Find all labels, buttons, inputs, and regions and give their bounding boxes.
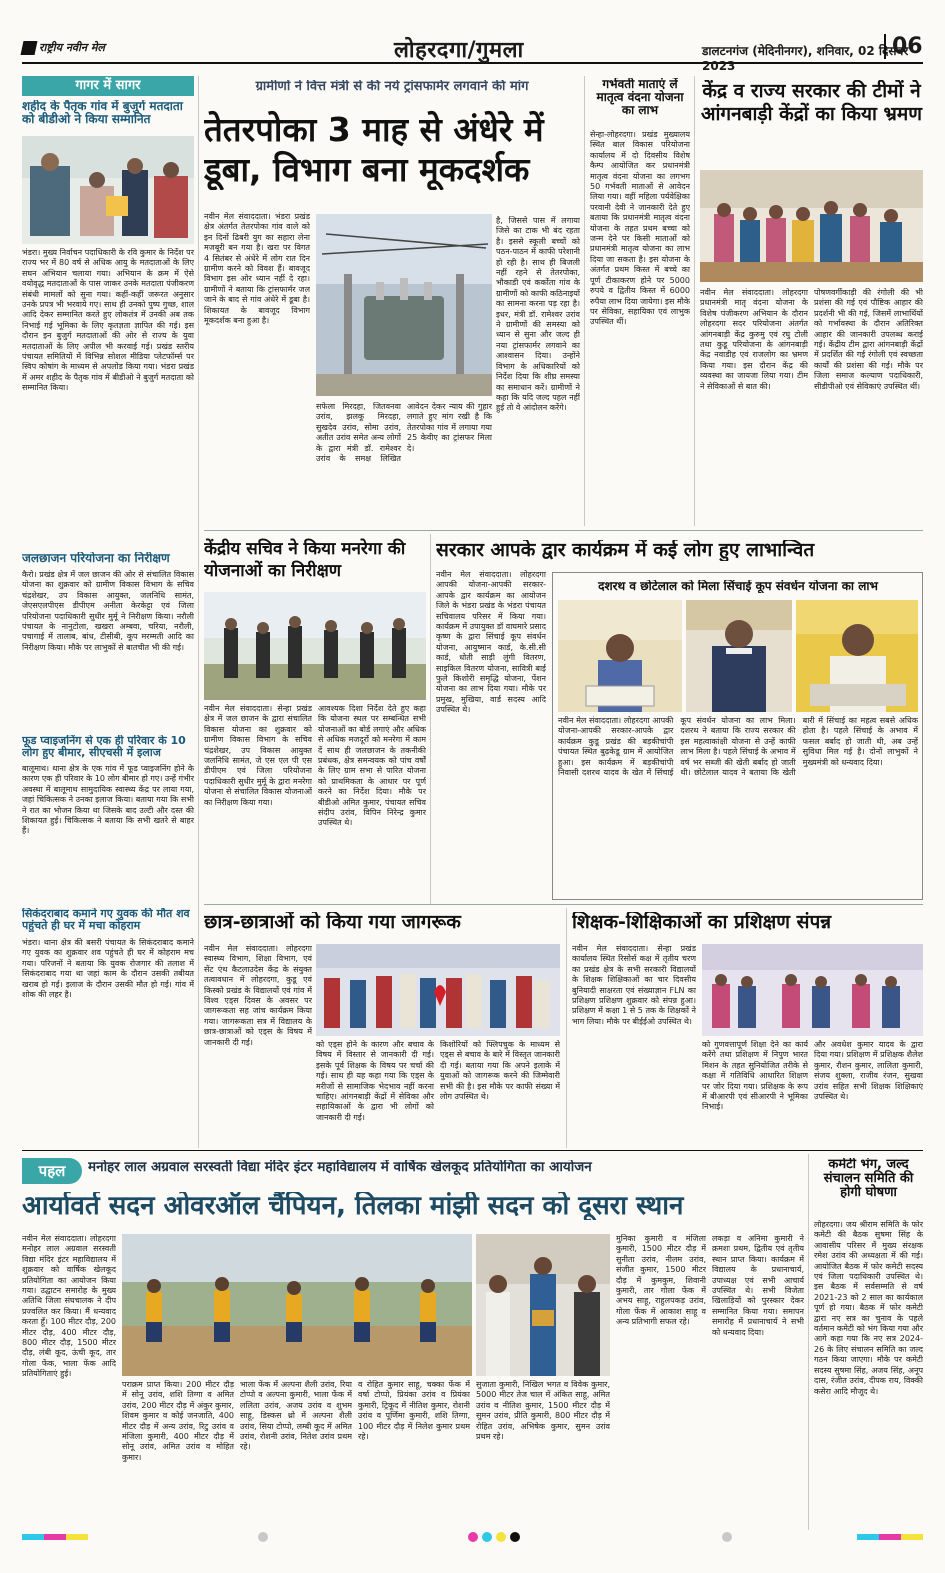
column-divider bbox=[430, 534, 431, 904]
story-body: नवीन मेल संवाददाता। सेन्हा प्रखंड क्षेत्र में जल छाजन के द्वारा संचालित विकास योजना का शुक्रवार को ग्रामीण विकास विभाग के सचिव चंद्रशेखर, उप विकास आयुक्त जलनिधि सामंत, जे एस एल पी एस डीपीएम एवं जिला परियोजना पदाधिकारी सुधीर मुर्मू के द्वारा मनरेगा योजना से संचालित विकास योजनाओं का निरीक्षण किया गया। bbox=[204, 704, 312, 807]
story-headline: फूड प्वाइजनिंग से एक ही परिवार के 10 लोग हुए बीमार, सीएचसी में इलाज bbox=[22, 735, 186, 759]
story-headline: जलछाजन परियोजना का निरीक्षण bbox=[22, 552, 170, 565]
story-body: लोहरदगा। जय श्रीराम समिति के फोर कमेटी की बैठक सुषमा सिंह के आवासीय परिसर में मुख्य संरक्षक रमेश उरांव की अध्यक्षता में की गई। आयोजित बैठक में फोर कमेटी सदस्य एवं जिला पदाधिकारी उपस्थित थे। इस बैठक में सर्वसम्मति से वर्ष 2021-23 को 2 साल का कार्यकाल पूर्ण हो गया। बैठक में फोर कमेटी द्वारा नए सत्र का चुनाव के पहले वर्तमान कमेटी को भंग किया गया और आगे कहा गया कि नए सत्र 2024-26 के लिए संचालन समिति का जल्द गठन किया जाएगा। मौके पर कमेटी सदस्य सुषमा सिंह, अजय सिंह, अनूप दास, रंजीत उरांव, दीपक राय, विक्की कसेरा आदि मौजूद थे। bbox=[814, 1220, 923, 1396]
column-divider bbox=[808, 1154, 809, 1530]
page-header bbox=[22, 34, 923, 73]
masthead-logo-icon bbox=[21, 41, 38, 55]
page-number: 06 bbox=[884, 34, 923, 59]
story-body: व रोहित कुमार साहू, चक्का फेंक में वर्षा टोप्पो, प्रियंका उरांव व प्रियंका कुमारी, ट्रिकूद में नीतिश कुमार, रोशनी उरांव व पूर्णिमा कुमारी, शशि तिग्गा, 100 मीटर दौड़ में निलेश कुमार प्रथम रहे। bbox=[358, 1380, 470, 1442]
story-body: लकड़ा व अनिमा कुमारी ने क्रमशः प्रथम, द्वितीय एवं तृतीय स्थान प्राप्त किया। कार्यक्रम में विद्यालय के प्रधानाचार्य, उपाध्यक्ष एवं सभी आचार्य उपस्थित थे। सभी विजेता खिलाड़ियों को पुरस्कार देकर सम्मानित किया गया। समापन समारोह में प्रधानाचार्य ने सभी को धन्यवाद दिया। bbox=[712, 1234, 804, 1337]
photo-chhotelal bbox=[796, 600, 918, 712]
lead-kicker: ग्रामीणों ने वित्त मंत्री से की नये ट्रांसफार्मर लगवाने की मांग bbox=[255, 80, 529, 94]
registration-dot bbox=[722, 1532, 732, 1542]
dateline: डालटनगंज (मेदिनीनगर), शनिवार, 02 दिसंबर 2023 bbox=[702, 44, 909, 73]
story-headline: छात्र-छात्राओं को किया गया जागरूक bbox=[204, 912, 461, 933]
photo-transformer bbox=[316, 214, 492, 396]
story-body: आवश्यक दिशा निर्देश देते हुए कहा कि योजना स्थल पर सम्बन्धित सभी योजनाओं का बोर्ड लगाएं और अधिक से अधिक मजदूरों को मनरेगा में काम दें साथ ही जलछाजन के तकनीकी प्रबंधक, क्षेत्र समन्वयक को पांच वर्षों के लिए ग्राम सभा से पारित योजना को प्राथमिकता के आधार पर पूर्ण करने का निर्देश दिया। मौके पर बीडीओ अमित कुमार, पंचायत सचिव संदीप उरांव, विपिन निरेन्द्र कुमार उपस्थित थे। bbox=[318, 704, 426, 828]
story-body: भंडरा। थाना क्षेत्र की बसरी पंचायत के सिकंदराबाद कमाने गए युवक का शुक्रवार शव पहुंचते ही घर में कोहराम मच गया। परिजनों ने बताया कि युवक रोजगार की तलाश में सिकंदराबाद गया था जहां काम के दौरान उसकी तबीयत खराब हो गई। इलाज के दौरान उसकी मौत हो गई। गांव में शोक की लहर है। bbox=[22, 938, 194, 1000]
story-headline: सरकार आपके द्वार कार्यक्रम में कई लोग हुए लाभान्वित bbox=[436, 540, 815, 561]
cyan-bar bbox=[22, 1534, 44, 1540]
story-body: नवीन मेल संवाददाता। लोहरदगा मनोहर लाल अग्रवाल सरस्वती विद्या मंदिर इंटर महाविद्यालय में शुक्रवार को वार्षिक खेलकूद प्रतियोगिता का आयोजन किया गया। उद्घाटन समारोह के मुख्य अतिथि जिला संघचालक ने दीप प्रज्वलित कर किया। मैं धन्यवाद करता हूँ। 100 मीटर दौड़, 200 मीटर दौड़, 400 मीटर दौड़, 800 मीटर दौड़, 1500 मीटर दौड़, लंबी कूद, ऊंची कूद, तार गोला फेंक, भाला फेंक आदि प्रतियोगिताएं हुई। bbox=[22, 1234, 116, 1379]
section-rule bbox=[22, 1150, 923, 1151]
photo-officer bbox=[686, 600, 792, 712]
story-body: सेन्हा-लोहरदगा। प्रखंड मुख्यालय स्थित बाल विकास परियोजना कार्यालय में दो दिवसीय विशेष कैम्प आयोजित कर प्रधानमंत्री मातृत्व वंदना योजना का लगभग 50 गर्भवती माताओं से आवेदन लिया गया। वहीं महिला पर्यवेक्षिका परवानी देवी ने जानकारी देते हुए बताया कि प्रधानमंत्री मातृत्व वंदना योजना के तहत प्रथम बच्चा को जन्म देने पर किसी माताओं को प्रधानमंत्री मातृत्व योजना का लाभ दिया जा सकता है। इस योजना के अंतर्गत प्रथम किस्त में बच्चे का पूर्ण टीकाकरण होने पर 5000 रुपये व द्वितीय किस्त में 6000 रुपैया लाभ दिया जायेगा। इस मौके पर सेविका, सहायिका एवं लाभुक उपस्थित थीं। bbox=[590, 130, 690, 327]
column-divider bbox=[584, 76, 585, 526]
photo-race bbox=[122, 1234, 472, 1376]
registration-dot bbox=[496, 1532, 506, 1542]
cyan-bar bbox=[857, 1534, 879, 1540]
story-body: नवीन मेल संवाददाता। सेन्हा प्रखंड कार्यालय स्थित रिसोर्स कक्ष में तृतीय चरण का प्रखंड क्षेत्र के सभी सरकारी विद्यालयों के शिक्षक शिक्षिकाओं का चार दिवसीय बुनियादी साक्षरता एवं संख्याज्ञान FLN का प्रशिक्षण प्रशिक्षण शुक्रवार को संपन्न हुआ। प्रशिक्षण में कक्षा 1 से 5 तक के शिक्षकों ने भाग लिया। मौके पर बीईईओ उपस्थित थे। bbox=[572, 944, 696, 1026]
story-body: को एड्स होने के कारण और बचाव के विषय में विस्तार से जानकारी दी गई। इसके पूर्व शिक्षक के विषय पर चर्चा की गई। साथ ही यह कहा गया कि एड्स के मरीजों से सामाजिक भेदभाव नहीं करना चाहिए। आंगनबाड़ी केंद्रों में सेविका और सहायिकाओं के द्वारा भी लोगों को जानकारी दी गई। bbox=[316, 1040, 434, 1122]
print-registration-strip bbox=[22, 1532, 923, 1542]
story-body: नवीन मेल संवाददाता। लोहरदगा आपकी योजना-आपकी सरकार-आपके द्वार कार्यक्रम कुडू प्रखंड की बड़कीचांपी पंचायत स्थित बुढ़केडू ग्राम में आयोजित हुआ। इस कार्यक्रम में बड़कीचांपी निवासी दशरथ यादव के खेत में सिंचाई कूप संवर्धन योजना का लाभ मिला। दशरथ ने बताया कि राज्य सरकार की इस महत्वाकांक्षी योजना से उन्हें काफी लाभ मिला है। पहले सिंचाई के अभाव में वर्ष भर सब्जी की खेती बर्बाद हो जाती थी। छोटेलाल यादव ने बताया कि खेती बारी में सिंचाई का महत्व सबसे अधिक होता है। पहले सिंचाई के अभाव में फसल बर्बाद हो जाती थी, अब उन्हें सुविधा मिल गई है। दोनों लाभुकों ने मुख्यमंत्री को धन्यवाद दिया। bbox=[558, 716, 918, 778]
lead-body-col2: सफेला मिरदहा, जितवनवा उरांव, झलकू मिरदहा, सुखदेव उरांव, सोमा उरांव, अतीत उरांव समेत अन्य लोगों के द्वारा मंत्री डॉ. रामेश्वर उरांव के समक्ष लिखित आवेदन देकर न्याय की गुहार लगाते हुए मांग रखी है कि तेतरपोका गांव में लगाया गया 25 केवीए का ट्रांसफर मिला दे। bbox=[316, 402, 492, 464]
story-body: भंडरा। मुख्य निर्वाचन पदाधिकारी के रवि कुमार के निर्देश पर राज्य भर में 80 वर्ष से अधिक आयु के मतदाताओं के लिए सघन अभियान चलाया गया। अभियान के क्रम में ऐसे वयोवृद्ध मतदाताओं के पास जाकर उनके मतदाता पंजीकरण संबंधी मामलों को सुना गया। कहीं-कहीं जरूरत अनुसार उनके प्रपत्र भी भरवाये गए। साथ ही उनको पुष्प गुच्छ, शाल आदि देकर सम्मानित करते हुए लोकतंत्र में उनकी अब तक निभाई गई भूमिका के लिए कृतज्ञता ज्ञापित की गई। इस दौरान इन बुजुर्ग मतदाताओं की ओर से राज्य के युवा मतदाताओं के लिए अपील भी करवाई गई। प्रखंड स्तरीय पंचायत समितियों में विभिन्न सोशल मीडिया प्लेटफॉर्म्स पर स्विप कोषांग के माध्यम से अपलोड किया गया। भंडरा प्रखंड में अमर शहीद के पैतृक गांव में बीडीओ ने बुजुर्ग मतदाता को सम्मानित किया। bbox=[22, 248, 194, 393]
story-body: को गुणवत्तापूर्ण शिक्षा देने का कार्य करेंगे तथा प्रशिक्षण में निपुण भारत मिशन के तहत सुनियोजित तरीके से कक्षा में गतिविधि आधारित शिक्षण पर जोर दिया गया। प्रशिक्षक के रूप में बीआरपी एवं सीआरपी ने भूमिका निभाई। bbox=[702, 1040, 808, 1112]
column-divider bbox=[694, 76, 695, 526]
photo-aids-awareness bbox=[316, 944, 560, 1036]
story-headline: दशरथ व छोटेलाल को मिला सिंचाई कूप संवर्धन योजना का लाभ bbox=[598, 580, 878, 593]
story-body: मुनिका कुमारी व मंजिला कुमारी, 1500 मीटर दौड़ में सुनीता उरांव, नीलम उरांव, संजीत कुमार, 1500 मीटर दौड़ में कुमकुम, शिवानी कुमारी, तार गोला फेंक में अभय साहू, राहुलपकड़ उरांव, गोला फेंक में आकाश साहू व अन्य प्रतिभागी सफल रहे। bbox=[616, 1234, 706, 1327]
story-body: भाला फेंक में अल्पना शैली उरांव, रिया टोप्पो व अल्पना कुमारी, भाला फेंक में ललिता उरांव, अजय उरांव व शुभम साहू, डिस्कस थ्रो में अल्पना शैली उरांव, सिया टोप्पो, लम्बी कूद में अमित उरांव, रोशनी उरांव, नितेश उरांव प्रथम रहे। bbox=[240, 1380, 352, 1452]
column-divider bbox=[566, 908, 567, 1148]
photo-manrega bbox=[204, 592, 426, 700]
event-kicker: मनोहर लाल अग्रवाल सरस्वती विद्या मंदिर इंटर महाविद्यालय में वार्षिक खेलकूद प्रतियोगिता का आयोजन bbox=[88, 1160, 592, 1175]
story-body: बालूमाथ। थाना क्षेत्र के एक गांव में फूड प्वाइजनिंग होने के कारण एक ही परिवार के 10 लोग बीमार हो गए। उन्हें गंभीर अवस्था में बालूमाथ सामुदायिक स्वास्थ्य केंद्र पर लाया गया, जहां चिकित्सक ने उनका इलाज किया। बताया गया कि सभी ने रात का भोजन किया था जिसके बाद उल्टी और दस्त की शिकायत हुई। चिकित्सक ने बताया कि सभी खतरे से बाहर हैं। bbox=[22, 764, 194, 836]
story-headline: शिक्षक-शिक्षिकाओं का प्रशिक्षण संपन्न bbox=[572, 912, 832, 933]
photo-aanganbadi bbox=[700, 170, 923, 282]
column-divider bbox=[198, 76, 199, 1148]
story-headline: कमेटी भंग, जल्द संचालन समिति की होगी घोषणा bbox=[823, 1158, 914, 1201]
lead-body-col1: नवीन मेल संवाददाता। भंडरा प्रखंड क्षेत्र अंतर्गत तेतरपोका गांव वाले को इन दिनों ढिबरी युग का सहारा लेना मजबूरी बन गया है। खरा पर विगत 4 सितंबर से अंधेरे में लोग रात दिन ग्रामीण करने को विवश हैं। बावजूद विभाग इस ओर ध्यान नहीं दे रहा। ग्रामीणों ने बताया कि ट्रांसफार्मर जल जाने के बाद से गांव अंधेरे में डूबा है। शिकायत के बावजूद विभाग मूकदर्शक बना हुआ है। bbox=[204, 212, 310, 326]
registration-dot bbox=[482, 1532, 492, 1542]
magenta-bar bbox=[44, 1534, 66, 1540]
lead-headline: तेतरपोका 3 माह से अंधेरे में डूबा, विभाग बना मूकदर्शक bbox=[204, 110, 544, 189]
yellow-bar bbox=[901, 1534, 923, 1540]
story-headline: शहीद के पैतृक गांव में बुजुर्ग मतदाता को बीडीओ ने किया सम्मानित bbox=[22, 100, 183, 126]
story-body: किशोरियों को फ्लिपचुक के माध्यम से एड्स से बचाव के बारे में विस्तृत जानकारी दी गई। बताया गया कि अपने इलाके में युवाओं को जागरूक करने की जिम्मेवारी सभी की है। इस मौके पर काफी संख्या में लोग उपस्थित थे। bbox=[440, 1040, 560, 1102]
registration-dot bbox=[468, 1532, 478, 1542]
registration-dot bbox=[258, 1532, 268, 1542]
story-headline: केंद्र व राज्य सरकार की टीमों ने आंगनबाड़ी केंद्रों का किया भ्रमण bbox=[700, 80, 922, 125]
photo-voter-honour bbox=[22, 136, 194, 244]
registration-dot bbox=[510, 1532, 520, 1542]
lead-body-col3: है, जिससे पास में लगाया जिसे का टाक भी बंद रहता है। इससे स्कूली बच्चों को पठन-पाठन में काफी परेशानी हो रही है। साथ ही बिजली नहीं रहने से तेतरपोका, भौकाडी एवं कर्कोता गांव के ग्रामीणों को काफी कठिनाइयों का सामना करना पड़ रहा है। इधर, मंत्री डॉ. रामेश्वर उरांव ने ग्रामीणों की समस्या को ध्यान से सुना और जल्द ही नया ट्रांसफार्मर लगवाने का आश्वासन दिया। उन्होंने विभाग के अधिकारियों को निर्देश दिया कि शीघ्र समस्या का समाधान करें। ग्रामीणों ने कहा कि यदि जल्द पहल नहीं हुई तो वे आंदोलन करेंगे। bbox=[496, 216, 580, 413]
story-body: पराक्रम प्राप्त किया। 200 मीटर दौड़ में सोनू उरांव, शशि तिग्गा व अमित उरांव, 200 मीटर दौड़ में अंकुर कुमार, शिवम कुमार व कोई जनजाति, 400 मीटर दौड़ में अन्य उरांव, रिटु उरांव व मंजिला कुमारी, 400 मीटर दौड़ में सोनू उरांव, अमित उरांव व मोहित कुमार। bbox=[122, 1380, 234, 1462]
story-body: पोषणवर्गीकाड़ी की रंगोली की भी प्रशंसा की गई एवं पौष्टिक आहार की प्रदर्शनी भी की गई, जिसमें लाभार्थियों को गर्भावस्था के दौरान अतिरिक्त आहार की जानकारी उपलब्ध कराई गई। केंद्रीय टीम द्वारा आंगनबाड़ी केंद्रों में प्रदर्शित की गई रंगोली एवं स्वच्छता कार्यों की प्रशंसा की गई। मौके पर जिला समाज कल्याण पदाधिकारी, सीडीपीओ एवं सेविकाएं उपस्थित थीं। bbox=[814, 288, 923, 391]
section-rule bbox=[204, 530, 923, 531]
section-rule bbox=[204, 904, 923, 905]
magenta-bar bbox=[879, 1534, 901, 1540]
story-body: नवीन मेल संवाददाता। लोहरदगा प्रधानमंत्री मातृ वंदना योजना के विशेष पंजीकरण अभियान के दौरान लोहरदगा सदर परियोजना अंतर्गत आंगनबाड़ी केंद्र कुरुमु एवं रघु टोली तथा कुडू परियोजना के आंगनबाड़ी केंद्र नवाडीह एवं राजलोग का भ्रमण किया गया। इस दौरान केंद्र की व्यवस्था का जायजा लिया गया। टीम ने सेविकाओं से बात की। bbox=[700, 288, 808, 391]
column-tag: गागर में सागर bbox=[22, 76, 194, 96]
story-body: नवीन मेल संवाददाता। लोहरदगा आपकी योजना-आपकी सरकार-आपके द्वार कार्यक्रम का आयोजन जिले के भंडरा प्रखंड के भंडरा पंचायत सचिवालय परिसर में किया गया। कार्यक्रम में उपायुक्त डॉ वाघमारे प्रसाद कृष्ण के द्वारा सिंचाई कूप संवर्धन योजना, आयुष्मान कार्ड, के.सी.सी कार्ड, धोती साड़ी लुंगी वितरण, साइकिल वितरण योजना, सावित्री बाई फुले किशोरी समृद्धि योजना, पेंशन योजना का लाभ दिया गया। मौके पर प्रमुख, मुखिया, वार्ड सदस्य आदि उपस्थित थे। bbox=[436, 570, 546, 715]
photo-teacher-training bbox=[702, 944, 923, 1036]
story-body: नवीन मेल संवाददाता। लोहरदगा स्वास्थ्य विभाग, शिक्षा विभाग, एवं सेंट एंथ कैटलाउदेस केंद्र के संयुक्त तत्वावधान में लोहरदगा, कुडू एवं किस्को प्रखंड के विद्यालयों एवं गांव में विश्व एड्स दिवस के अवसर पर जागरूकता सह जांच कार्यक्रम किया गया। जागरूकता सत्र में विद्यालय के छात्र-छात्राओं को एड्स के विषय में जानकारी दी गई। bbox=[204, 944, 312, 1047]
masthead: राष्ट्रीय नवीन मेल bbox=[22, 40, 105, 55]
section-title: लोहरदगा/गुमला bbox=[394, 38, 524, 63]
photo-dashrath bbox=[558, 600, 682, 712]
pahal-tag: पहल bbox=[22, 1158, 82, 1184]
story-headline: केंद्रीय सचिव ने किया मनरेगा की योजनाओं का निरीक्षण bbox=[204, 539, 406, 581]
photo-winners bbox=[476, 1234, 610, 1376]
event-headline: आर्यावर्त सदन ओवरऑल चैंपियन, तिलका मांझी सदन को दूसरा स्थान bbox=[22, 1192, 684, 1221]
story-headline: गर्भवती माताएं लें मातृत्व वंदना योजना का लाभ bbox=[596, 78, 684, 117]
story-body: सुजाता कुमारी, निखिल भगत व विवेक कुमार, 5000 मीटर तेज चाल में अंकित साहू, अमित उरांव व नीतिश कुमार, 1500 मीटर दौड़ में सुमन उरांव, प्रीति कुमारी, 800 मीटर दौड़ में रोहित उरांव, अभिषेक कुमार, सुमन उरांव प्रथम रहे। bbox=[476, 1380, 610, 1442]
yellow-bar bbox=[66, 1534, 88, 1540]
story-headline: सिकंदराबाद कमाने गए युवक की मौत शव पहुंचते ही घर में मचा कोहराम bbox=[22, 908, 190, 932]
story-body: और अवधेश कुमार यादव के द्वारा दिया गया। प्रशिक्षण में प्रशिक्षक शैलेश कुमार, रौशन कुमार, लालिता कुमारी, संजय शुक्ला, राजीव रंजन, सुखवा उरांव सहित सभी शिक्षक शिक्षिकाएं उपस्थित थे। bbox=[814, 1040, 923, 1102]
story-body: कैरो। प्रखंड क्षेत्र में जल छाजन की ओर से संचालित विकास योजना का शुक्रवार को ग्रामीण विकास विभाग के सचिव चंद्रशेखर, उप विकास आयुक्त, जलनिधि सामंत, जेएसएलपीएस डीपीएम अनीता केरकेट्टा एवं जिला परियोजना पदाधिकारी सुधीर मुर्मू ने निरीक्षण किया। नरौली पंचायत के नानुटोला, खखरा अम्बवा, चरिया, नरौली, पचागाई में तालाब, बांध, टीसीबी, कूप मरम्मती आदि का निरीक्षण किया। मौके पर लाभुकों से बातचीत भी की गई। bbox=[22, 570, 194, 652]
